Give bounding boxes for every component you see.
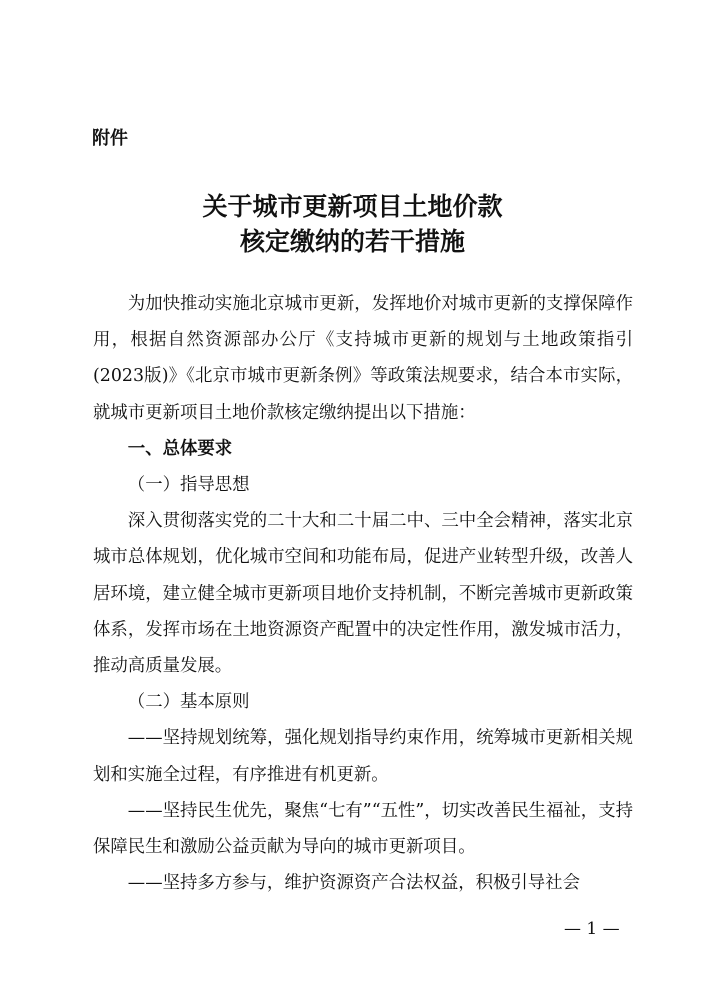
document-title-line-2: 核定缴纳的若干措施 [239, 227, 465, 256]
document-title-line-1: 关于城市更新项目土地价款 [202, 192, 503, 221]
subsection-heading-basic-principles: （二）基本原则 [127, 692, 250, 713]
guiding-ideology-paragraph: 深入贯彻落实党的二十大和二十届二中、三中全会精神，落实北京城市总体规划，优化城市空间和功能布局，促进产业转型升级，改善人居环境，建立健全城市更新项目地价支持机制，不断完善城市更新政策体系，发挥市场在土地资源资产配置中的决定性作用，激发城市活力，推动高质量发展。 [93, 511, 633, 677]
page-number: — 1 — [564, 919, 620, 939]
principle-multi-party-participation: ——坚持多方参与，维护资源资产合法权益，积极引导社会 [127, 873, 580, 894]
principle-livelihood-priority: ——坚持民生优先，聚焦“七有”“五性”，切实改善民生福祉，支持保障民生和激励公益贡献为导向的城市更新项目。 [93, 800, 633, 858]
intro-paragraph: 为加快推动实施北京城市更新，发挥地价对城市更新的支撑保障作用，根据自然资源部办公厅《支持城市更新的规划与土地政策指引(2023版)》《北京市城市更新条例》等政策法规要求，结合本市实际，就城市更新项目土地价款核定缴纳提出以下措施： [93, 294, 633, 423]
section-heading-general-requirements: 一、总体要求 [127, 438, 233, 459]
principle-planning-coordination: ——坚持规划统筹，强化规划指导约束作用，统筹城市更新相关规划和实施全过程，有序推进有机更新。 [93, 728, 633, 785]
attachment-label: 附件 [92, 128, 128, 149]
subsection-heading-guiding-ideology: （一）指导思想 [127, 475, 250, 496]
document-body [93, 286, 633, 901]
